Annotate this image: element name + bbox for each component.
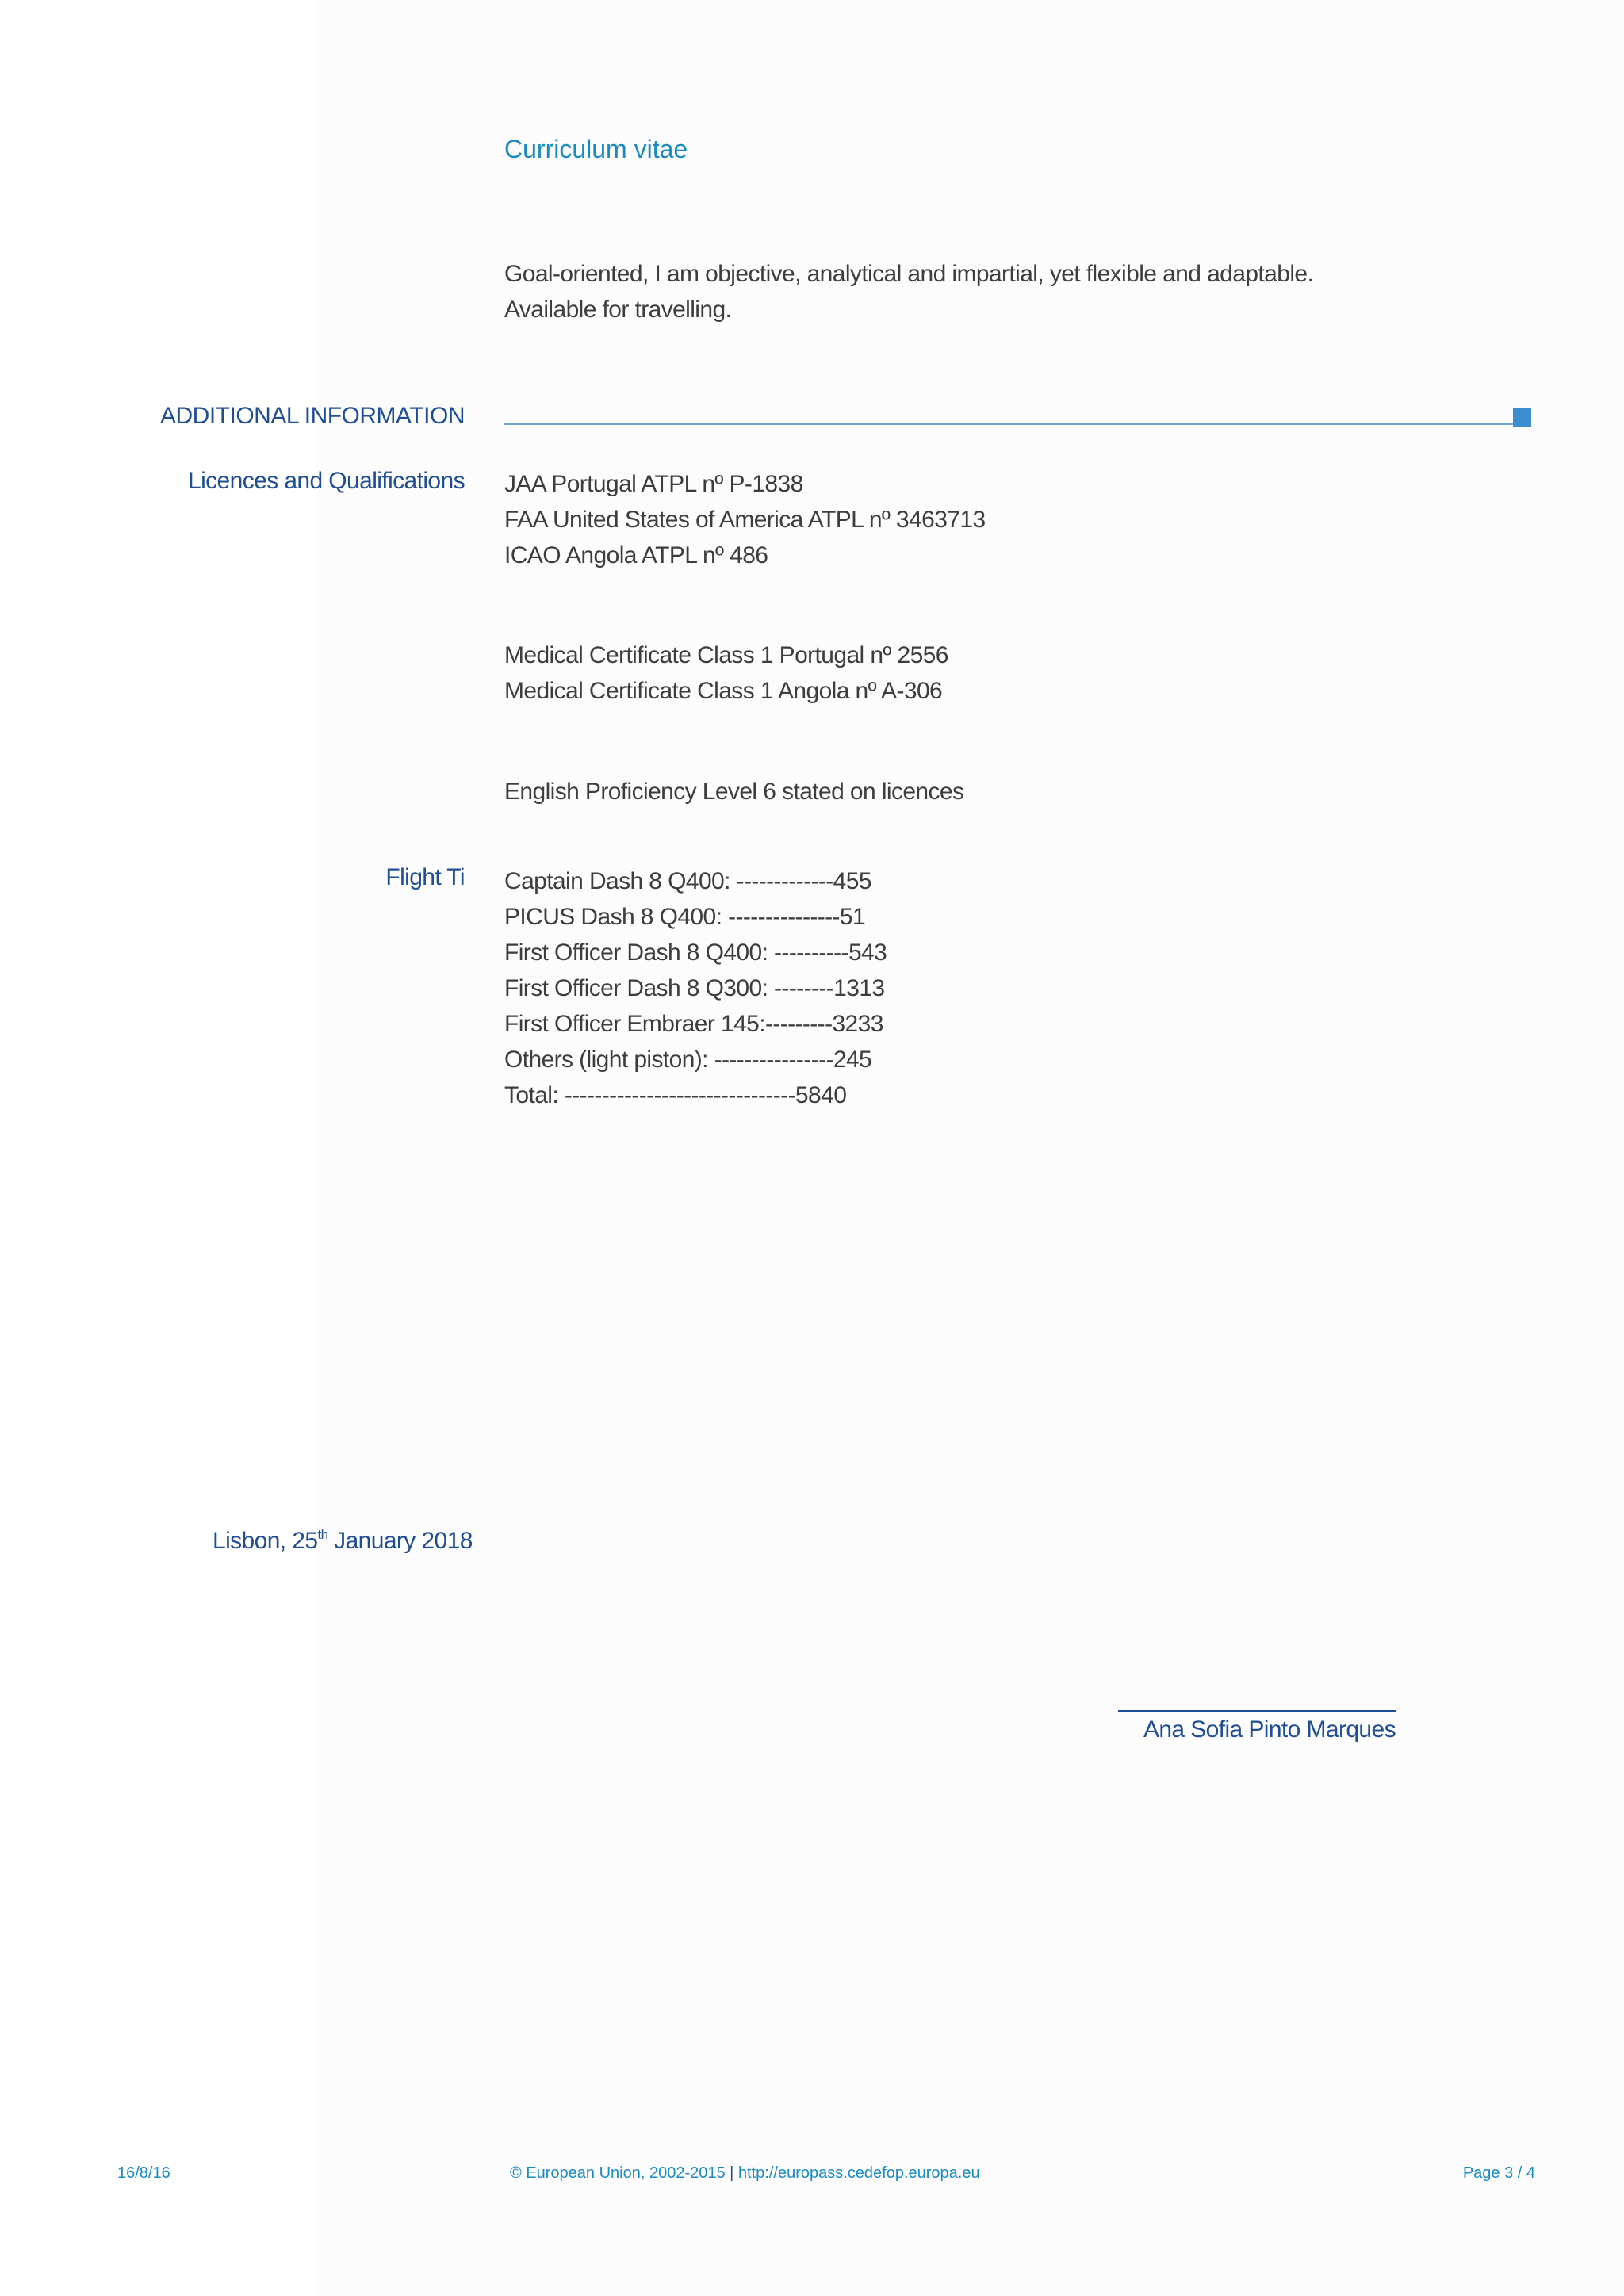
flight-time-list	[504, 863, 887, 1113]
signature-line	[1118, 1710, 1396, 1712]
licence-item: ICAO Angola ATPL nº 486	[504, 542, 768, 568]
medical-certificates-list	[504, 637, 948, 709]
flight-time-label: Flight Ti	[385, 864, 465, 890]
page-background	[317, 0, 1624, 2296]
place-date-prefix: Lisbon, 25	[213, 1528, 318, 1554]
place-date-suffix: January 2018	[327, 1528, 473, 1554]
section-marker-icon	[1513, 408, 1531, 427]
signature-name: Ana Sofia Pinto Marques	[1143, 1716, 1396, 1743]
footer-page-number: Page 3 / 4	[1462, 2164, 1535, 2182]
licence-item: FAA United States of America ATPL nº 3463713	[504, 507, 986, 533]
footer-url-link[interactable]: http://europass.cedefop.europa.eu	[737, 2164, 980, 2182]
footer-date: 16/8/16	[117, 2164, 170, 2182]
flight-time-total: Total: -------------------------------5840	[504, 1082, 847, 1108]
flight-time-item: First Officer Dash 8 Q400: ----------543	[504, 939, 887, 966]
section-heading-additional-information: ADDITIONAL INFORMATION	[159, 403, 465, 429]
licence-item: JAA Portugal ATPL nº P-1838	[504, 471, 803, 497]
flight-time-item: First Officer Dash 8 Q300: --------1313	[504, 975, 885, 1001]
footer-separator: |	[730, 2164, 734, 2182]
intro-line: Available for travelling.	[504, 297, 732, 323]
place-and-date	[213, 1527, 473, 1555]
english-proficiency: English Proficiency Level 6 stated on licences	[504, 779, 964, 805]
footer-copyright-text: © European Union, 2002-2015	[510, 2164, 726, 2182]
section-divider	[504, 423, 1513, 425]
licences-list	[504, 466, 986, 573]
flight-time-item: Others (light piston): ----------------245	[504, 1047, 872, 1073]
medical-item: Medical Certificate Class 1 Portugal nº 2556	[504, 642, 948, 668]
place-date-ordinal: th	[317, 1527, 328, 1542]
cv-title: Curriculum vitae	[504, 135, 688, 163]
intro-paragraph	[504, 256, 1313, 327]
licences-label: Licences and Qualifications	[187, 468, 465, 494]
flight-time-item: PICUS Dash 8 Q400: ---------------51	[504, 904, 866, 930]
flight-time-item: Captain Dash 8 Q400: -------------455	[504, 868, 871, 894]
intro-line: Goal-oriented, I am objective, analytical and impartial, yet flexible and adaptable.	[504, 261, 1314, 287]
medical-item: Medical Certificate Class 1 Angola nº A-306	[504, 678, 943, 704]
flight-time-item: First Officer Embraer 145:---------3233	[504, 1011, 883, 1037]
footer-copyright	[510, 2164, 980, 2183]
